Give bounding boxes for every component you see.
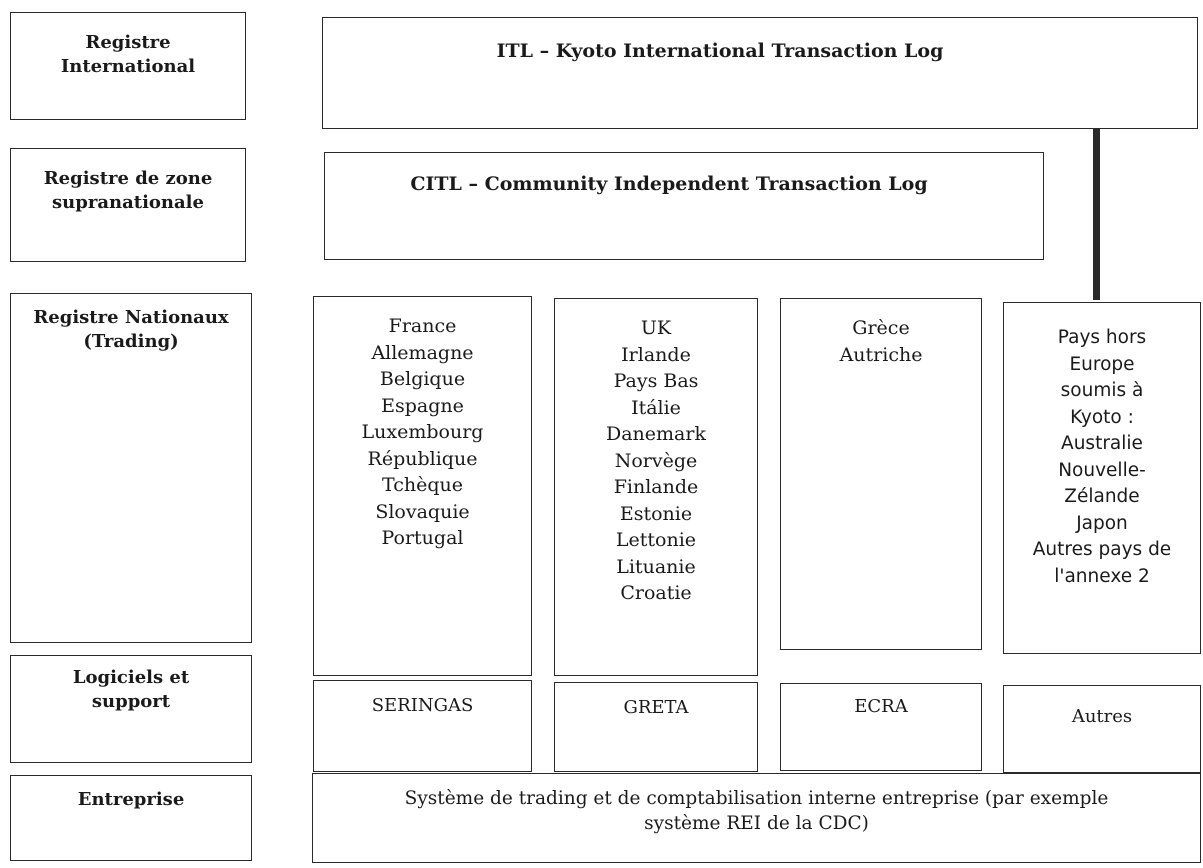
level-software-text (11, 656, 251, 714)
citl-title: CITL – Community Independent Transaction Log (410, 173, 928, 195)
country-item: Zélande (1064, 486, 1140, 507)
country-item: République (367, 447, 478, 470)
level-company-text (11, 776, 251, 812)
level-company-value: Entreprise (77, 789, 185, 810)
national-group-3-list (781, 299, 981, 368)
company-system-line2: système REI de la CDC) (644, 813, 869, 834)
level-international-value: Registre International (60, 32, 196, 77)
country-item: Pays Bas (613, 370, 699, 392)
country-item: Danemark (606, 423, 706, 445)
level-software-label (10, 655, 252, 763)
itl-connector-line (1093, 128, 1100, 300)
country-item: Finlande (613, 476, 699, 498)
national-group-3 (780, 298, 982, 650)
country-item: UK (640, 317, 672, 339)
software-label: Autres (1071, 706, 1133, 727)
national-group-2 (554, 298, 758, 676)
country-item: Australie (1061, 433, 1143, 454)
itl-box (322, 17, 1198, 129)
country-item: Allemagne (371, 341, 474, 364)
country-item: Lituanie (616, 555, 696, 578)
country-item: Itálie (631, 396, 681, 419)
company-system-line1: Système de trading et de comptabilisation interne entreprise (par exemple (404, 788, 1109, 809)
country-item: Kyoto : (1070, 406, 1134, 428)
country-item: Pays hors (1057, 327, 1147, 348)
level-software-value: Logiciels et support (72, 667, 190, 712)
country-item: Espagne (381, 394, 464, 417)
national-group-4-list (1004, 303, 1200, 590)
software-box-autres (1003, 685, 1201, 773)
software-label: ECRA (854, 696, 908, 717)
itl-title: ITL – Kyoto International Transaction Log (496, 40, 944, 62)
software-box-seringas (313, 680, 532, 772)
national-group-1 (313, 296, 532, 676)
country-item: Grèce (852, 317, 910, 339)
company-system-text (313, 774, 1200, 836)
software-box-ecra (780, 683, 982, 771)
software-box-greta (554, 682, 758, 772)
software-label: GRETA (623, 697, 689, 718)
country-item: Nouvelle- (1058, 459, 1146, 481)
level-international-label (10, 12, 246, 120)
country-item: Norvège (614, 449, 698, 472)
citl-box (324, 152, 1044, 260)
country-item: Portugal (381, 527, 464, 549)
national-group-1-list (314, 297, 531, 552)
country-item: Japon (1076, 512, 1128, 534)
country-item: Slovaquie (375, 500, 470, 523)
country-item: Lettonie (615, 529, 697, 551)
country-item: Autres pays de (1032, 539, 1172, 560)
level-supranational-label (10, 148, 246, 262)
level-national-value: Registre Nationaux (Trading) (33, 307, 229, 352)
country-item: Irlande (621, 343, 691, 366)
level-national-label (10, 293, 252, 643)
country-item: France (388, 315, 457, 337)
country-item: Estonie (619, 502, 693, 525)
company-system-box (312, 773, 1201, 863)
national-group-2-list (555, 299, 757, 607)
software-label: SERINGAS (371, 695, 474, 716)
country-item: Europe (1069, 353, 1135, 375)
national-group-4 (1003, 302, 1201, 654)
country-item: Autriche (839, 343, 923, 366)
level-national-text (11, 294, 251, 354)
level-supranational-text (11, 149, 245, 215)
country-item: l'annexe 2 (1054, 565, 1150, 587)
country-item: Tchèque (382, 474, 463, 496)
level-company-label (10, 775, 252, 861)
level-supranational-value: Registre de zone supranationale (43, 168, 213, 213)
country-item: Belgique (379, 368, 466, 390)
country-item: Luxembourg (361, 421, 484, 443)
country-item: soumis à (1060, 380, 1144, 401)
country-item: Croatie (620, 582, 692, 604)
level-international-text (11, 13, 245, 79)
